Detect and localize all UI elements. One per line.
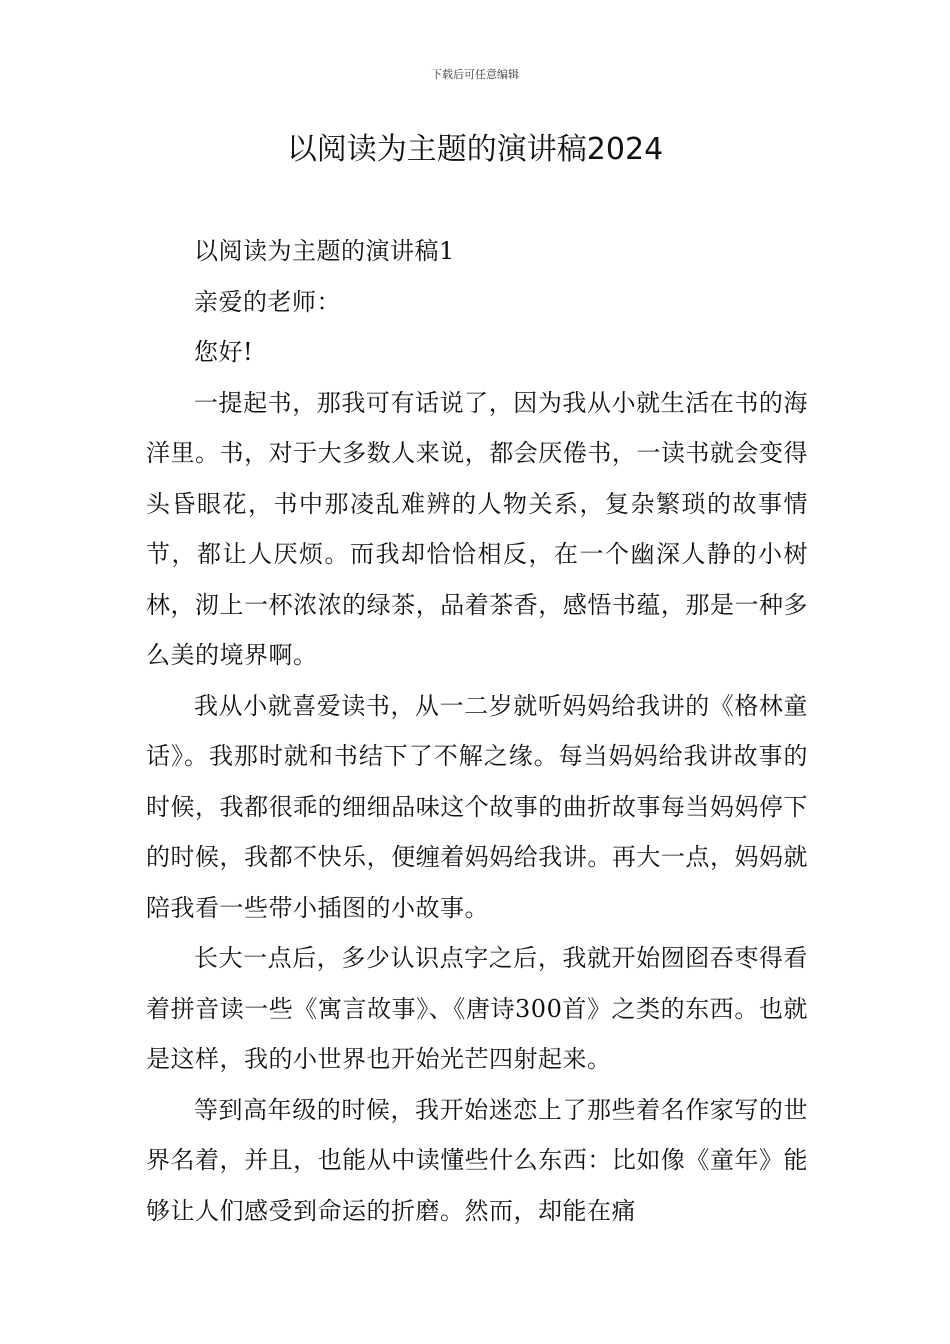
paragraph-greeting: 您好! — [194, 338, 254, 366]
paragraph-salutation: 亲爱的老师： — [194, 287, 341, 316]
document-title: 以阅读为主题的演讲稿2024 — [286, 132, 664, 167]
document-body — [146, 226, 808, 1236]
paragraph: 长大一点后，多少认识点字之后，我就开始囫囵吞枣得看着拼音读一些《寓言故事》、《唐诗300首》之类的东西。也就是这样，我的小世界也开始光芒四射起来。 — [146, 944, 808, 1073]
paragraph: 我从小就喜爱读书，从一二岁就听妈妈给我讲的《格林童话》。我那时就和书结下了不解之缘。每当妈妈给我讲故事的时候，我都很乖的细细品味这个故事的曲折故事每当妈妈停下的时候，我都不快乐，便缠着妈妈给我讲。再大一点，妈妈就陪我看一些带小插图的小故事。 — [146, 691, 808, 922]
header-note: 下载后可任意编辑 — [431, 68, 519, 81]
paragraph: 等到高年级的时候，我开始迷恋上了那些着名作家写的世界名着，并且，也能从中读懂些什么东西：比如像《童年》能够让人们感受到命运的折磨。然而，却能在痛 — [146, 1095, 808, 1225]
paragraph-subtitle: 以阅读为主题的演讲稿1 — [194, 237, 455, 265]
paragraph: 一提起书，那我可有话说了，因为我从小就生活在书的海洋里。书，对于大多数人来说，都会厌倦书，一读书就会变得头昏眼花，书中那凌乱难辨的人物关系，复杂繁琐的故事情节，都让人厌烦。而我却恰恰相反，在一个幽深人静的小树林，沏上一杯浓浓的绿茶，品着茶香，感悟书蕴，那是一种多么美的境界啊。 — [146, 388, 808, 669]
